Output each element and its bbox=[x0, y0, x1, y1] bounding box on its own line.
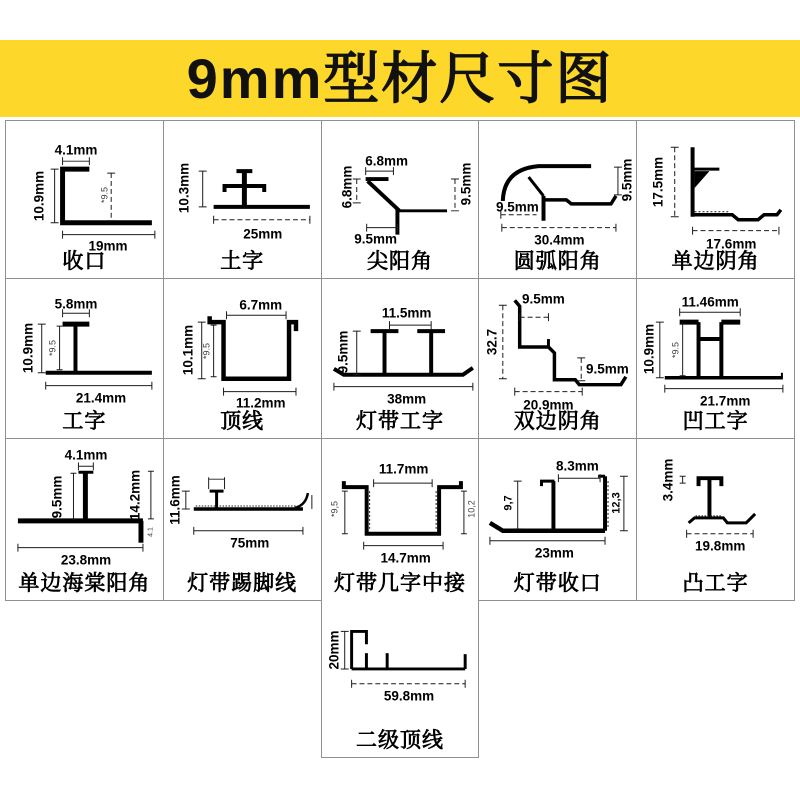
diagram-dingxian bbox=[164, 279, 321, 409]
diagram-shuangbianyinjiao bbox=[479, 279, 636, 413]
cell-dingxian bbox=[164, 279, 322, 439]
cell-tu-gongzi bbox=[637, 439, 795, 601]
dim-top: 8.3mm bbox=[556, 458, 599, 474]
dim-bottom: 19mm bbox=[88, 238, 128, 254]
cell-dengdai-shoukou bbox=[479, 439, 637, 601]
profile-name: 灯带收口 bbox=[513, 572, 602, 595]
diagram-tuzi bbox=[164, 121, 321, 251]
dim-bottom: 59.8mm bbox=[383, 688, 435, 704]
diagram-ao-gongzi bbox=[637, 279, 794, 409]
dim-left: 10.9mm bbox=[641, 323, 657, 375]
dim-right: 9.5mm bbox=[619, 158, 635, 202]
dim-left: 3.4mm bbox=[660, 458, 676, 502]
cell-tuzi bbox=[164, 121, 322, 279]
dim-left: 20mm bbox=[326, 630, 342, 670]
profile-name: 圆弧阳角 bbox=[513, 250, 602, 273]
profile-grid bbox=[5, 120, 795, 601]
diagram-shoukou bbox=[6, 121, 163, 254]
cell-gongzi bbox=[6, 279, 164, 439]
dim-top: 6.7mm bbox=[239, 297, 283, 313]
dim-right: 9.5mm bbox=[586, 361, 629, 377]
profile-name: 单边海棠阳角 bbox=[18, 572, 151, 595]
profile-name: 工字 bbox=[62, 410, 107, 433]
dim-left: 10.9mm bbox=[31, 170, 47, 222]
dim-top: 4.1mm bbox=[64, 447, 108, 463]
dim-bottom: 20.9mm bbox=[523, 397, 574, 413]
profile-name: 凸工字 bbox=[682, 572, 749, 595]
diagram-gongzi bbox=[6, 279, 163, 409]
dim-left: 17.5mm bbox=[650, 156, 666, 208]
dim-edge: 4.1 bbox=[147, 527, 155, 537]
dim-bottom: 23.8mm bbox=[60, 552, 112, 568]
dim-left: 32.7 bbox=[484, 328, 500, 356]
dim-top: 11.5mm bbox=[381, 305, 432, 321]
dim-bottom: 17.6mm bbox=[706, 236, 757, 252]
profile-name: 二级顶线 bbox=[356, 729, 444, 752]
dim-top: 5.8mm bbox=[54, 296, 98, 312]
dim-bottom: 11.2mm bbox=[236, 395, 286, 411]
dim-bottom: 38mm bbox=[387, 391, 427, 407]
dim-right: 9.5mm bbox=[457, 162, 473, 206]
diagram-dengdai-tijiaoxian bbox=[164, 439, 321, 569]
cell-dengdai-tijiaoxian bbox=[164, 439, 322, 601]
diagram-danbianyinjiao bbox=[637, 121, 794, 251]
profile-name: 土字 bbox=[220, 250, 265, 273]
diagram-danbian-haitang-yangjiao bbox=[6, 439, 163, 569]
dim-left: 10.9mm bbox=[20, 322, 36, 374]
dim-inner: *9.5 bbox=[99, 186, 110, 204]
profile-name: 凹工字 bbox=[682, 410, 749, 433]
cell-dengdai-gongzi bbox=[322, 279, 480, 439]
cell-dengdai-jizi-zhongjie bbox=[322, 439, 480, 601]
diagram-erji-dingxian bbox=[322, 600, 478, 730]
dim-bottom: 25mm bbox=[243, 226, 283, 242]
profile-name: 顶线 bbox=[220, 410, 265, 433]
dim-top: 9.5mm bbox=[522, 291, 565, 307]
dim-bottom: 23mm bbox=[534, 545, 574, 561]
dim-inner: *9.5 bbox=[47, 339, 58, 357]
page-title: 9mm型材尺寸图 bbox=[186, 46, 614, 110]
dim-bottom: 14.7mm bbox=[380, 550, 431, 566]
dim-left: 9.5mm bbox=[49, 475, 65, 519]
profile-name: 尖阳角 bbox=[366, 250, 433, 273]
dim-right: 14.2mm bbox=[127, 469, 143, 521]
dim-left: 9.5mm bbox=[334, 330, 350, 374]
dim-left: 9,7 bbox=[502, 495, 515, 511]
dim-left: *9,5 bbox=[329, 500, 340, 518]
cell-ao-gongzi bbox=[637, 279, 795, 439]
cell-danbian-haitang-yangjiao bbox=[6, 439, 164, 601]
profile-name: 灯带工字 bbox=[355, 410, 444, 433]
dim-bottom: 9.5mm bbox=[354, 231, 397, 247]
diagram-dengdai-jizi-zhongjie bbox=[322, 439, 479, 569]
dim-left: 6.8mm bbox=[338, 165, 354, 209]
cell-danbianyinjiao bbox=[637, 121, 795, 279]
dim-bottom: 21.4mm bbox=[75, 390, 127, 406]
dim-inner: *9.5 bbox=[670, 341, 681, 359]
title-banner bbox=[0, 40, 800, 117]
profile-name: 收口 bbox=[62, 250, 107, 273]
dim-right: 10,2 bbox=[466, 500, 477, 518]
diagram-dengdai-gongzi bbox=[322, 279, 479, 409]
cell-shoukou bbox=[6, 121, 164, 279]
profile-drawing-erji-dingxian bbox=[322, 600, 478, 730]
dim-inner: *9.5 bbox=[201, 342, 212, 360]
cell-shuangbianyinjiao bbox=[479, 279, 637, 439]
diagram-dengdai-shoukou bbox=[479, 439, 636, 569]
dim-left: 10.3mm bbox=[176, 162, 192, 214]
dim-right: 12,3 bbox=[610, 492, 623, 514]
dim-left: 9.5mm bbox=[496, 199, 539, 215]
profile-name: 双边阴角 bbox=[513, 410, 602, 433]
diagram-jianyangjiao bbox=[322, 121, 479, 251]
cell-jianyangjiao bbox=[322, 121, 480, 279]
profile-name: 单边阴角 bbox=[671, 250, 760, 273]
profile-name: 灯带踢脚线 bbox=[187, 572, 298, 595]
dim-bottom: 75mm bbox=[230, 535, 270, 551]
dim-top: 11.46mm bbox=[681, 294, 739, 310]
dim-left: 10.1mm bbox=[180, 324, 196, 376]
diagram-tu-gongzi bbox=[637, 439, 794, 569]
dim-top: 4.1mm bbox=[54, 142, 98, 158]
dim-bottom: 19.8mm bbox=[695, 538, 746, 554]
dim-bottom: 30.4mm bbox=[534, 232, 585, 248]
dim-left: 11.6mm bbox=[167, 475, 183, 525]
diagram-yuanhuyangjiao bbox=[479, 121, 636, 251]
profile-name: 灯带几字中接 bbox=[333, 572, 466, 595]
dim-bottom: 21.7mm bbox=[700, 393, 751, 409]
cell-yuanhuyangjiao bbox=[479, 121, 637, 279]
dim-top: 11.7mm bbox=[378, 461, 429, 477]
cell-erji-dingxian bbox=[321, 600, 479, 758]
dim-top: 6.8mm bbox=[365, 153, 408, 169]
profile-drawing-shoukou bbox=[6, 121, 163, 254]
